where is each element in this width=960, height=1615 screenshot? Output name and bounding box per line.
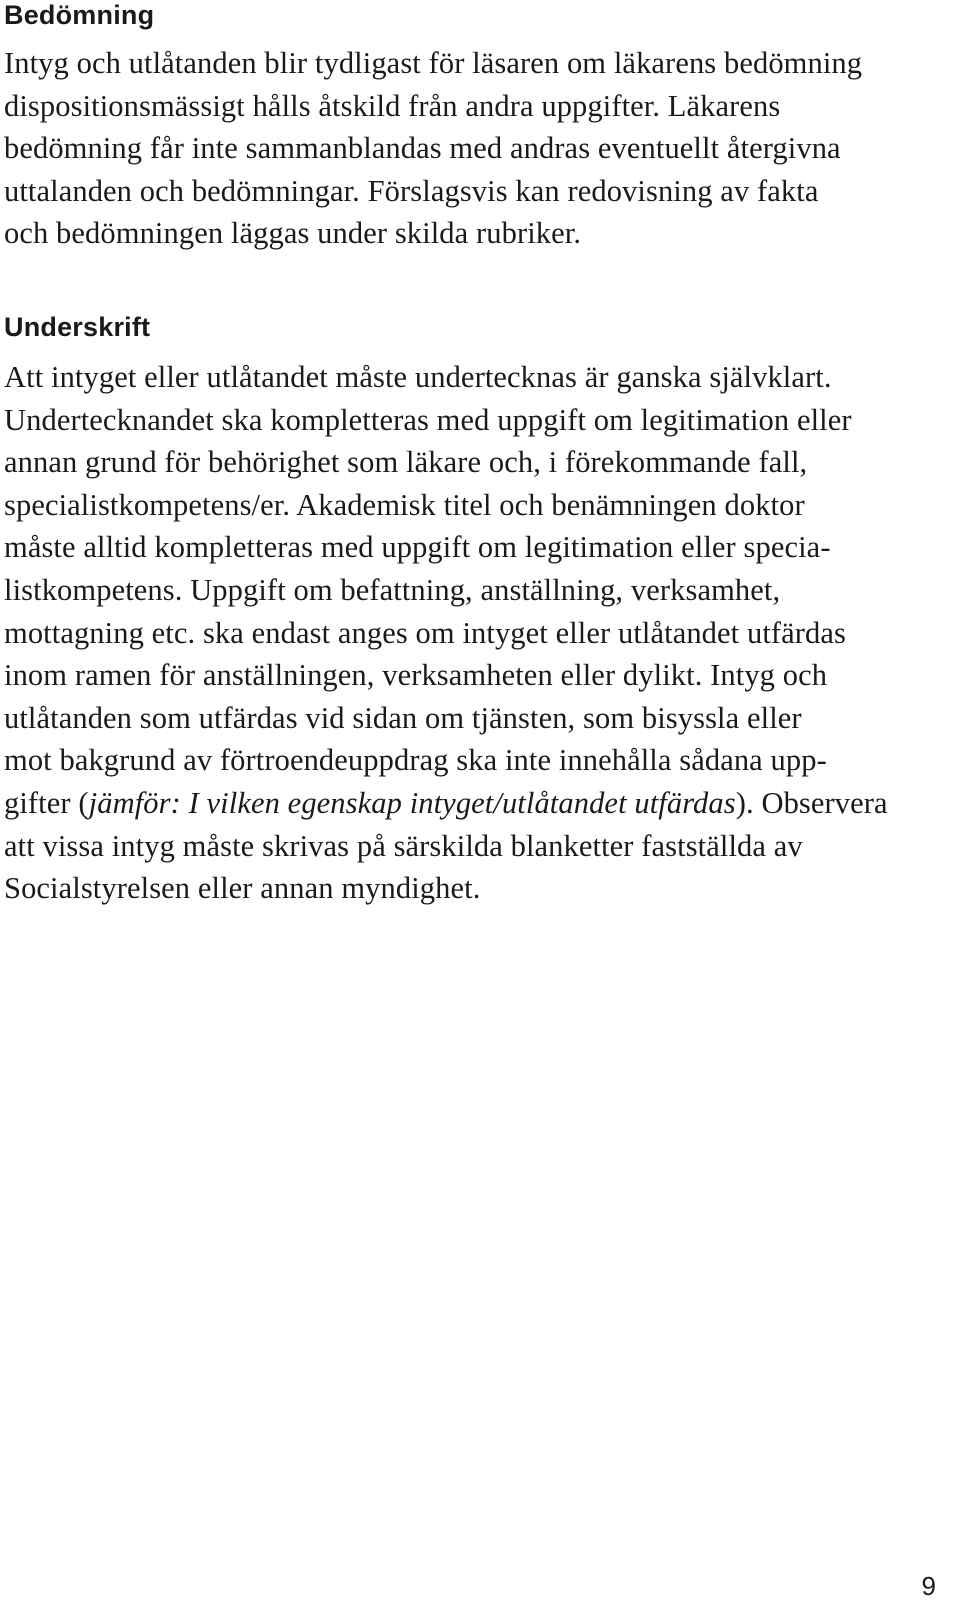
paragraph-underskrift <box>4 356 888 910</box>
paragraph-bedomning <box>4 42 862 255</box>
paragraph-line: dispositionsmässigt hålls åtskild från andra uppgifter. Läkarens <box>4 88 781 123</box>
paragraph-line: och bedömningen läggas under skilda rubriker. <box>4 216 582 251</box>
page-number: 9 <box>921 1571 936 1601</box>
line-text-after: ). Observera <box>735 785 888 820</box>
paragraph-line: Socialstyrelsen eller annan myndighet. <box>4 871 481 906</box>
paragraph-line: måste alltid kompletteras med uppgift om legitimation eller specia- <box>4 530 831 565</box>
paragraph-line: bedömning får inte sammanblandas med andras eventuellt återgivna <box>4 131 841 166</box>
paragraph-line: uttalanden och bedömningar. Förslagsvis kan redovisning av fakta <box>4 173 819 208</box>
paragraph-line: Att intyget eller utlåtandet måste undertecknas är ganska självklart. <box>4 360 832 394</box>
paragraph-line: Undertecknandet ska kompletteras med uppgift om legitimation eller <box>4 402 852 437</box>
paragraph-line: utlåtanden som utfärdas vid sidan om tjänsten, som bisyssla eller <box>4 700 802 735</box>
paragraph-line: mot bakgrund av förtroendeuppdrag ska inte innehålla sådana upp- <box>4 743 827 778</box>
paragraph-line: specialistkompetens/er. Akademisk titel och benämningen doktor <box>4 487 805 522</box>
paragraph-line-with-reference <box>4 782 888 825</box>
paragraph-line: inom ramen för anställningen, verksamheten eller dylikt. Intyg och <box>4 658 828 693</box>
paragraph-line: mottagning etc. ska endast anges om intyget eller utlåtandet utfärdas <box>4 615 847 650</box>
paragraph-line: annan grund för behörighet som läkare och, i förekommande fall, <box>4 445 808 480</box>
paragraph-line: listkompetens. Uppgift om befattning, anställning, verksamhet, <box>4 572 781 607</box>
paragraph-line: Intyg och utlåtanden blir tydligast för läsaren om läkarens bedömning <box>4 46 863 80</box>
section-heading-underskrift: Underskrift <box>4 312 151 342</box>
italic-reference: jämför: I vilken egenskap intyget/utlåtandet utfärdas <box>88 785 736 820</box>
section-heading-bedomning: Bedömning <box>4 0 155 30</box>
line-text-before: gifter ( <box>4 785 89 820</box>
paragraph-line: att vissa intyg måste skrivas på särskilda blanketter fastställda av <box>4 828 803 863</box>
